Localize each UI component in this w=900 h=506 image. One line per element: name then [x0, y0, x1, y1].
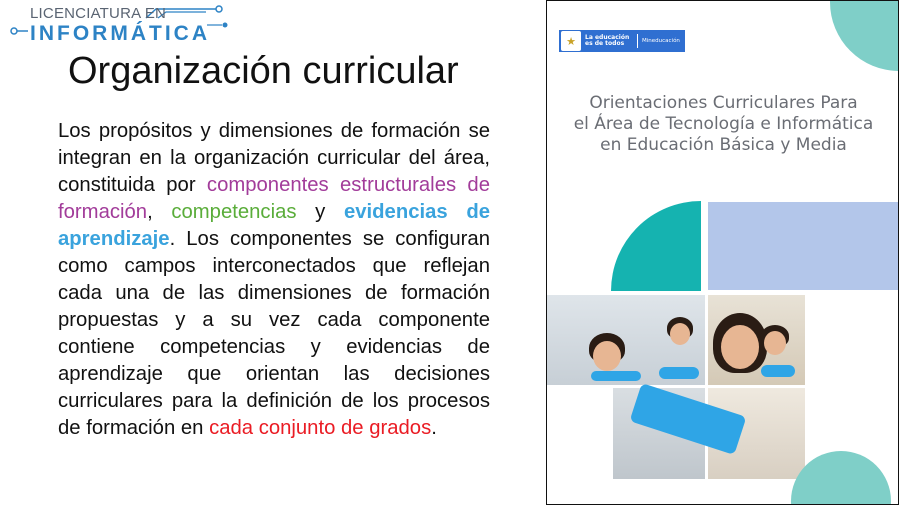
tablet	[591, 371, 641, 381]
decor-circle-top	[830, 0, 899, 71]
student-face	[764, 331, 786, 355]
banner-divider	[637, 34, 638, 48]
cover-title	[547, 93, 899, 156]
gov-banner-text: La educación es de todos	[585, 34, 630, 47]
student-face	[593, 341, 621, 371]
body-paragraph	[58, 118, 490, 442]
students-photo	[547, 295, 805, 479]
body-text-4: . Los componentes se configuran como campos interconectados que reflejan cada una de las dimensiones de formación propuestas y a su vez cada componente contiene competencias y evidencias de aprendizaje que orientan las decisiones curriculares para la definición de los procesos de formación en	[58, 228, 490, 439]
page-title: Organización curricular	[68, 50, 459, 92]
cover-title-line2: el Área de Tecnología e Informática	[573, 114, 874, 134]
student-face	[721, 325, 759, 369]
decor-blue-block	[708, 202, 899, 290]
tablet	[659, 367, 699, 379]
body-text-2: ,	[147, 201, 172, 223]
logo-line1: LICENCIATURA EN	[30, 5, 167, 22]
colombia-seal-icon: ★	[561, 31, 581, 51]
body-text-1: Los propósitos y dimensiones de formación se integran en la organización curricular del área, constituida por	[58, 120, 490, 196]
highlight-grados: cada conjunto de grados	[209, 417, 432, 439]
highlight-evidencias: evidencias de aprendizaje	[58, 201, 490, 250]
gov-banner	[559, 30, 685, 52]
highlight-componentes: componentes estructurales de formación	[58, 174, 490, 223]
body-text-3: y	[296, 201, 344, 223]
ministry-label: Mineducación	[642, 38, 680, 44]
brand-logo	[6, 2, 231, 46]
cover-title-line1: Orientaciones Curriculares Para	[589, 93, 858, 113]
tablet	[761, 365, 795, 377]
decor-circle-bottom	[791, 451, 891, 505]
logo-line2: INFORMÁTICA	[30, 22, 210, 45]
document-cover	[546, 0, 899, 505]
cover-title-line3: en Educación Básica y Media	[600, 135, 847, 155]
body-text-5: .	[431, 417, 437, 439]
student-face	[670, 323, 690, 345]
highlight-competencias: competencias	[171, 201, 297, 223]
